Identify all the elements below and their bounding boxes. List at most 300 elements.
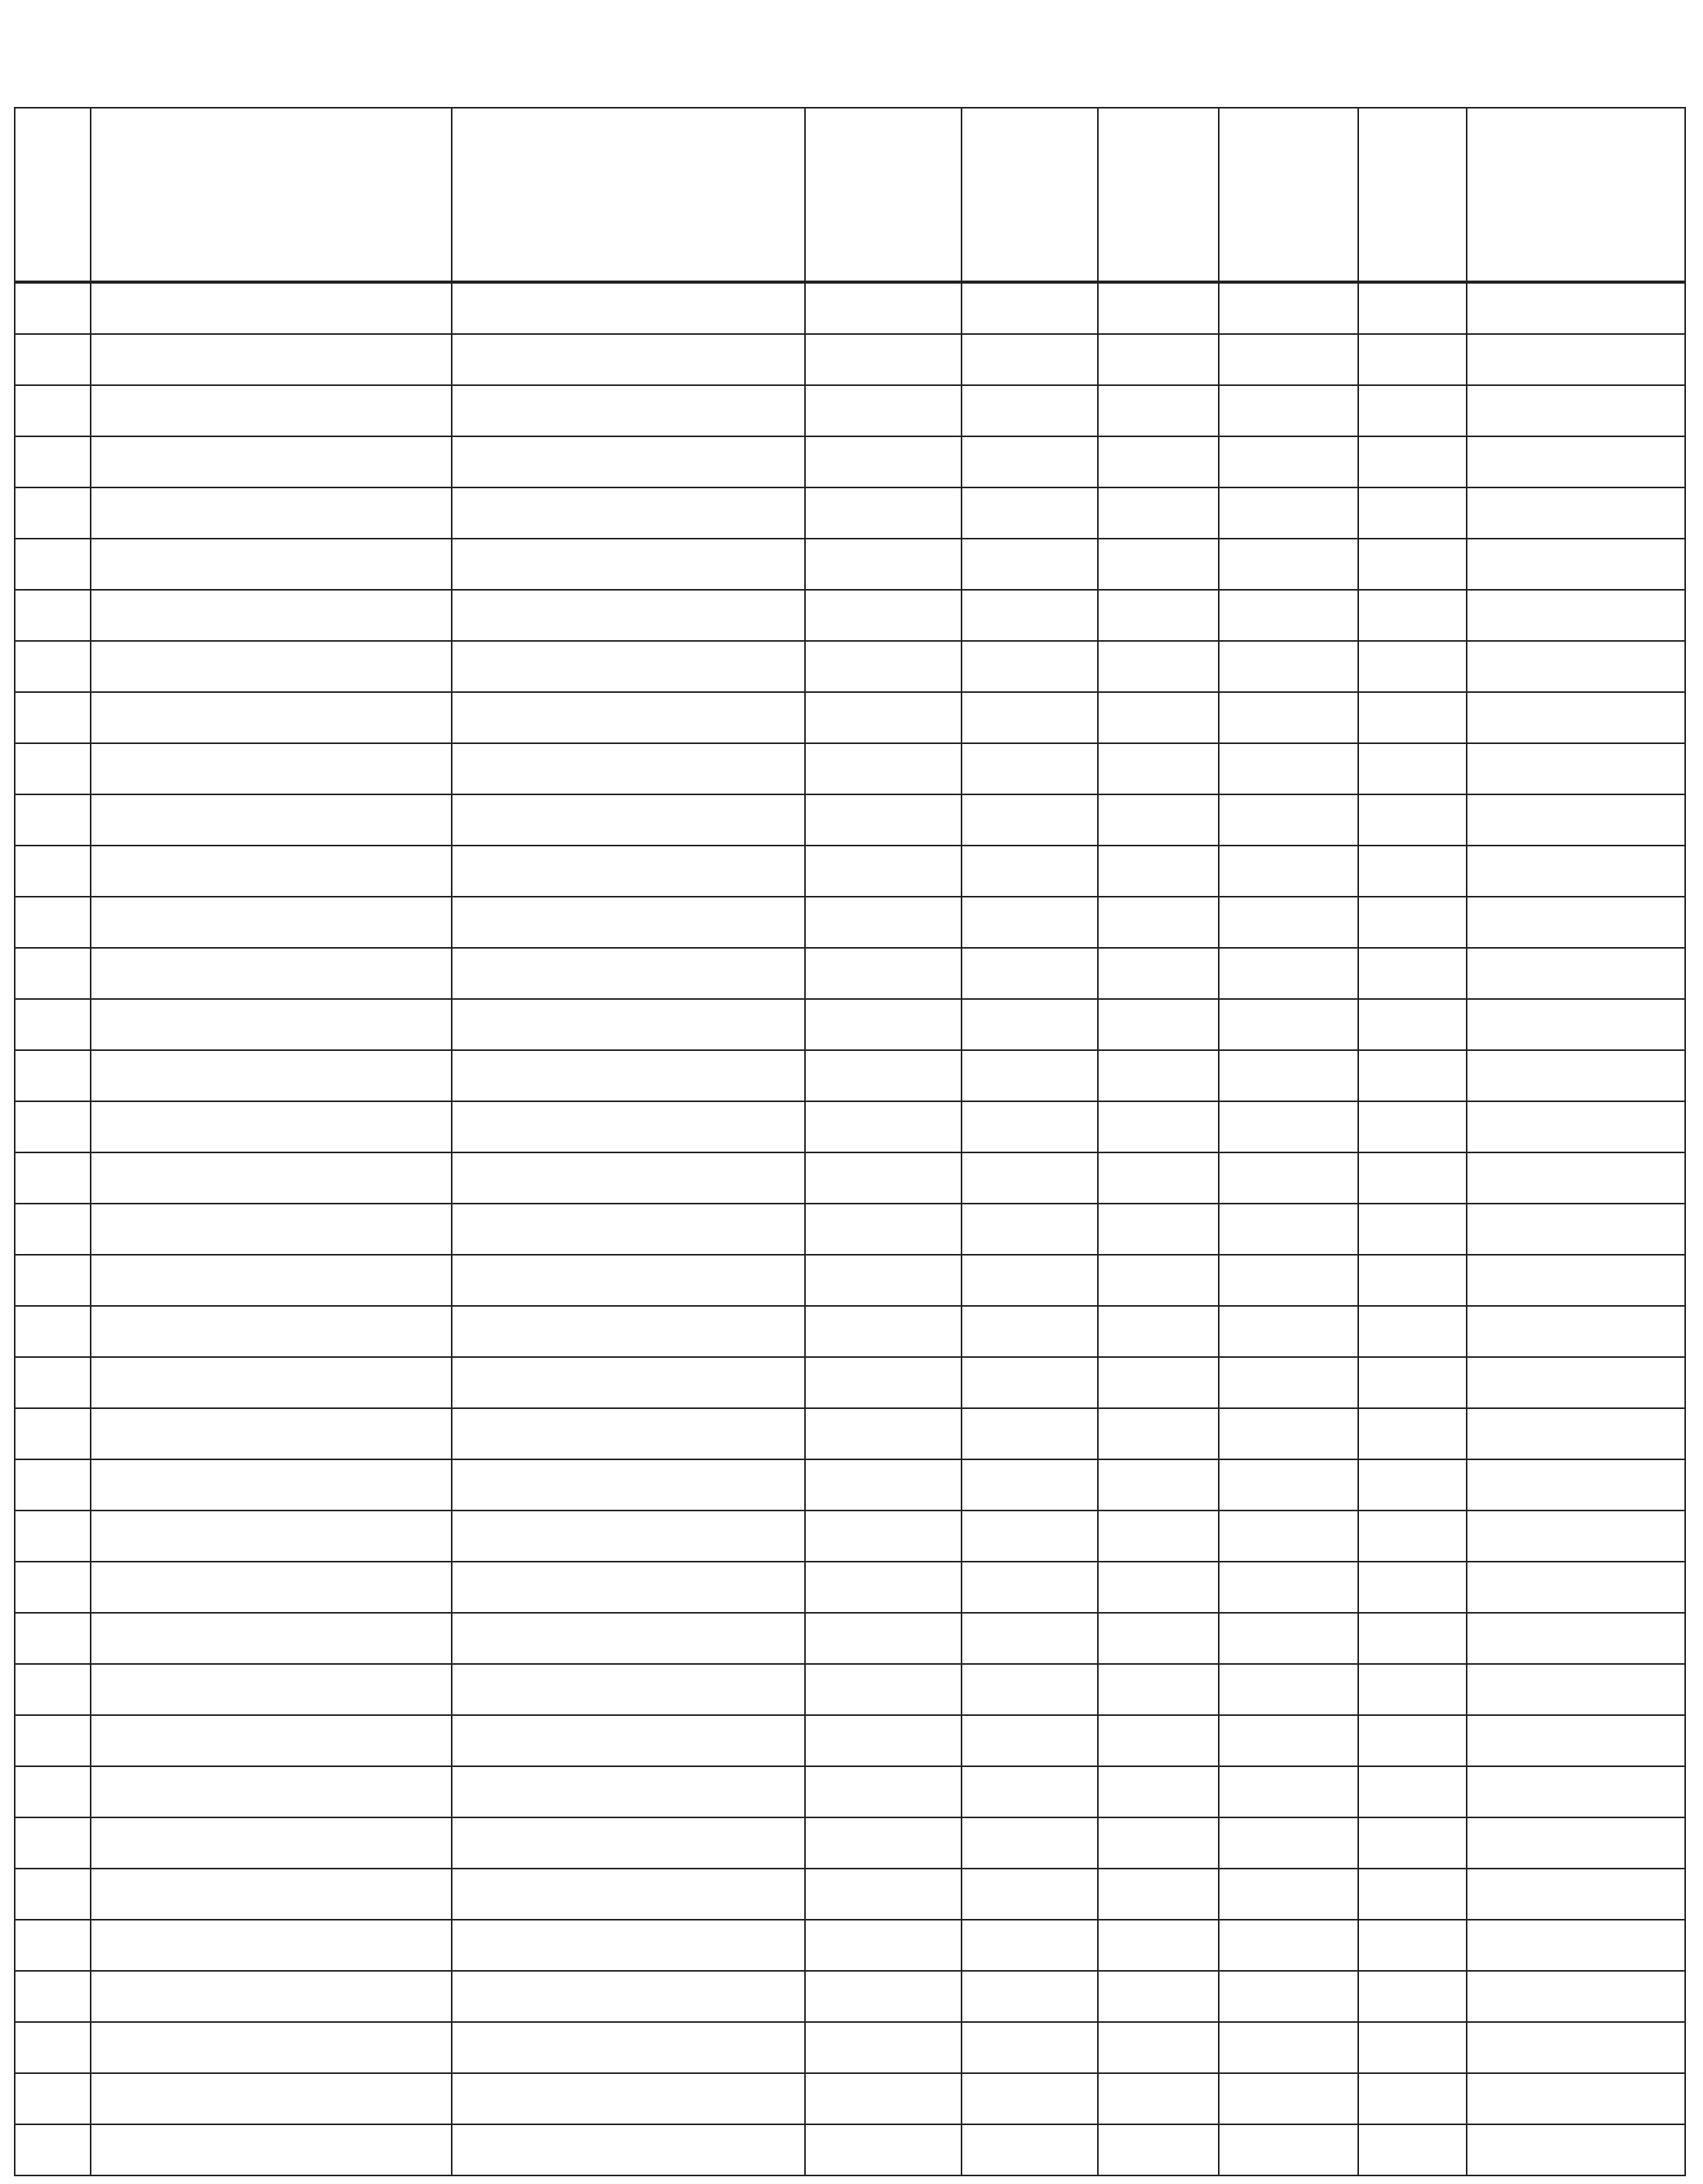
region-heading bbox=[452, 2022, 805, 2073]
table-cell bbox=[91, 846, 452, 897]
table-cell bbox=[962, 999, 1098, 1050]
table-cell bbox=[1098, 1357, 1219, 1408]
region-heading-row bbox=[15, 1306, 1685, 1357]
table-cell bbox=[15, 846, 91, 897]
table-cell bbox=[962, 1511, 1098, 1562]
region-heading-row bbox=[15, 282, 1685, 334]
table-cell bbox=[452, 1869, 805, 1920]
table-cell bbox=[91, 1613, 452, 1664]
table-cell bbox=[1358, 539, 1467, 590]
table-cell bbox=[962, 2073, 1098, 2124]
table-cell bbox=[1219, 1306, 1358, 1357]
region-heading bbox=[452, 1459, 805, 1511]
region-heading bbox=[452, 948, 805, 999]
table-cell bbox=[962, 743, 1098, 794]
table-cell bbox=[15, 539, 91, 590]
table-cell bbox=[962, 436, 1098, 487]
table-cell bbox=[805, 1613, 962, 1664]
table-cell bbox=[452, 1511, 805, 1562]
table-cell bbox=[805, 385, 962, 436]
table-cell bbox=[15, 1050, 91, 1101]
table-cell bbox=[1467, 539, 1685, 590]
table-cell bbox=[452, 1408, 805, 1459]
table-cell bbox=[1219, 2124, 1358, 2175]
table-cell bbox=[1358, 1101, 1467, 1152]
table-cell bbox=[15, 1152, 91, 1204]
table-cell bbox=[1467, 436, 1685, 487]
table-cell bbox=[805, 1562, 962, 1613]
table-cell bbox=[91, 385, 452, 436]
table-cell bbox=[1098, 1715, 1219, 1766]
table-cell bbox=[1358, 897, 1467, 948]
table-cell bbox=[15, 2073, 91, 2124]
table-row bbox=[15, 1204, 1685, 1255]
table-cell bbox=[962, 1766, 1098, 1817]
page-subtitle bbox=[1199, 56, 1633, 96]
table-cell bbox=[15, 1715, 91, 1766]
table-row bbox=[15, 436, 1685, 487]
table-cell bbox=[962, 1204, 1098, 1255]
table-cell bbox=[1098, 1664, 1219, 1715]
table-cell bbox=[1467, 385, 1685, 436]
table-cell bbox=[1467, 1152, 1685, 1204]
table-cell bbox=[1358, 1664, 1467, 1715]
table-cell bbox=[452, 590, 805, 641]
table-cell bbox=[1467, 692, 1685, 743]
table-cell bbox=[91, 282, 452, 334]
table-cell bbox=[15, 1511, 91, 1562]
table-cell bbox=[1219, 282, 1358, 334]
table-header-row bbox=[15, 108, 1685, 282]
table-cell bbox=[15, 1766, 91, 1817]
table-cell bbox=[452, 1050, 805, 1101]
table-cell bbox=[962, 1255, 1098, 1306]
table-cell bbox=[1358, 692, 1467, 743]
table-cell bbox=[962, 1817, 1098, 1869]
table-cell bbox=[1358, 1766, 1467, 1817]
table-cell bbox=[91, 641, 452, 692]
table-cell bbox=[805, 1306, 962, 1357]
table-cell bbox=[1219, 1766, 1358, 1817]
table-cell bbox=[91, 2073, 452, 2124]
table-cell bbox=[1219, 948, 1358, 999]
table-cell bbox=[15, 1664, 91, 1715]
table-cell bbox=[91, 794, 452, 846]
table-cell bbox=[962, 692, 1098, 743]
table-cell bbox=[91, 1408, 452, 1459]
table-cell bbox=[1358, 948, 1467, 999]
table-cell bbox=[91, 1869, 452, 1920]
region-heading bbox=[452, 282, 805, 334]
table-cell bbox=[1098, 436, 1219, 487]
table-cell bbox=[1467, 487, 1685, 539]
table-row bbox=[15, 2124, 1685, 2175]
table-cell bbox=[962, 1408, 1098, 1459]
table-cell bbox=[452, 539, 805, 590]
table-cell bbox=[91, 1152, 452, 1204]
table-cell bbox=[1358, 794, 1467, 846]
table-cell bbox=[805, 1869, 962, 1920]
table-cell bbox=[1098, 1101, 1219, 1152]
table-row bbox=[15, 1664, 1685, 1715]
table-cell bbox=[1098, 846, 1219, 897]
table-row bbox=[15, 1408, 1685, 1459]
table-cell bbox=[805, 2022, 962, 2073]
table-cell bbox=[91, 2022, 452, 2073]
table-cell bbox=[805, 1152, 962, 1204]
table-cell bbox=[1358, 1408, 1467, 1459]
table-cell bbox=[1358, 590, 1467, 641]
table-cell bbox=[1358, 334, 1467, 385]
table-cell bbox=[15, 1920, 91, 1971]
table-cell bbox=[1467, 1459, 1685, 1511]
table-cell bbox=[1467, 1101, 1685, 1152]
table-cell bbox=[962, 1715, 1098, 1766]
table-cell bbox=[15, 2022, 91, 2073]
table-cell bbox=[1098, 2124, 1219, 2175]
table-cell bbox=[91, 334, 452, 385]
table-cell bbox=[91, 1306, 452, 1357]
table-cell bbox=[452, 334, 805, 385]
table-cell bbox=[1219, 1971, 1358, 2022]
table-cell bbox=[1358, 1920, 1467, 1971]
table-cell bbox=[15, 948, 91, 999]
table-row bbox=[15, 539, 1685, 590]
table-cell bbox=[1098, 897, 1219, 948]
table-cell bbox=[15, 1459, 91, 1511]
table-cell bbox=[1098, 743, 1219, 794]
table-cell bbox=[91, 692, 452, 743]
table-cell bbox=[1358, 641, 1467, 692]
table-cell bbox=[1219, 1613, 1358, 1664]
table-cell bbox=[805, 1511, 962, 1562]
table-cell bbox=[452, 2124, 805, 2175]
table-cell bbox=[91, 897, 452, 948]
table-cell bbox=[91, 1766, 452, 1817]
table-cell bbox=[962, 948, 1098, 999]
table-cell bbox=[1219, 1050, 1358, 1101]
table-cell bbox=[452, 641, 805, 692]
table-cell bbox=[1219, 1459, 1358, 1511]
column-header bbox=[91, 108, 452, 282]
table-cell bbox=[1358, 743, 1467, 794]
table-row bbox=[15, 1715, 1685, 1766]
table-cell bbox=[1219, 2073, 1358, 2124]
table-cell bbox=[1358, 2022, 1467, 2073]
table-cell bbox=[1098, 590, 1219, 641]
table-cell bbox=[1098, 1459, 1219, 1511]
table-cell bbox=[1467, 2022, 1685, 2073]
table-cell bbox=[1358, 846, 1467, 897]
table-cell bbox=[1358, 1204, 1467, 1255]
table-cell bbox=[962, 1357, 1098, 1408]
table-cell bbox=[962, 794, 1098, 846]
table-cell bbox=[1467, 948, 1685, 999]
table-cell bbox=[805, 641, 962, 692]
column-header bbox=[1358, 108, 1467, 282]
column-header bbox=[805, 108, 962, 282]
table-cell bbox=[1467, 1766, 1685, 1817]
table-cell bbox=[452, 1204, 805, 1255]
table-cell bbox=[91, 539, 452, 590]
table-cell bbox=[805, 999, 962, 1050]
table-cell bbox=[1098, 1920, 1219, 1971]
table-row bbox=[15, 1511, 1685, 1562]
table-cell bbox=[1467, 1357, 1685, 1408]
table-cell bbox=[1098, 1766, 1219, 1817]
table-cell bbox=[1358, 1357, 1467, 1408]
table-row bbox=[15, 1817, 1685, 1869]
region-heading-row bbox=[15, 1459, 1685, 1511]
table-cell bbox=[15, 385, 91, 436]
table-cell bbox=[1219, 1562, 1358, 1613]
table-cell bbox=[91, 1511, 452, 1562]
table-cell bbox=[452, 1562, 805, 1613]
table-cell bbox=[1098, 1408, 1219, 1459]
table-cell bbox=[452, 385, 805, 436]
table-cell bbox=[452, 1613, 805, 1664]
table-row bbox=[15, 2073, 1685, 2124]
table-cell bbox=[1219, 743, 1358, 794]
table-cell bbox=[805, 1204, 962, 1255]
table-cell bbox=[1358, 385, 1467, 436]
table-cell bbox=[1467, 897, 1685, 948]
table-cell bbox=[91, 1562, 452, 1613]
table-cell bbox=[1467, 641, 1685, 692]
table-cell bbox=[805, 1101, 962, 1152]
table-cell bbox=[15, 1408, 91, 1459]
table-cell bbox=[1219, 385, 1358, 436]
table-cell bbox=[1219, 846, 1358, 897]
table-cell bbox=[15, 794, 91, 846]
table-cell bbox=[452, 1152, 805, 1204]
column-header bbox=[1098, 108, 1219, 282]
table-cell bbox=[15, 692, 91, 743]
subtitle-text bbox=[1199, 56, 1633, 96]
table-cell bbox=[1467, 1408, 1685, 1459]
table-row bbox=[15, 1357, 1685, 1408]
table-cell bbox=[452, 1255, 805, 1306]
table-cell bbox=[452, 1766, 805, 1817]
table-cell bbox=[1467, 1306, 1685, 1357]
table-cell bbox=[962, 1459, 1098, 1511]
table-cell bbox=[91, 1817, 452, 1869]
table-cell bbox=[805, 2124, 962, 2175]
table-cell bbox=[452, 436, 805, 487]
table-cell bbox=[805, 1050, 962, 1101]
table-cell bbox=[962, 385, 1098, 436]
table-cell bbox=[805, 334, 962, 385]
table-cell bbox=[1219, 692, 1358, 743]
table-cell bbox=[1358, 436, 1467, 487]
table-cell bbox=[1467, 1715, 1685, 1766]
table-cell bbox=[15, 1306, 91, 1357]
table-cell bbox=[15, 1101, 91, 1152]
table-cell bbox=[1358, 1869, 1467, 1920]
table-cell bbox=[452, 1715, 805, 1766]
table-cell bbox=[962, 2022, 1098, 2073]
table-cell bbox=[15, 334, 91, 385]
table-cell bbox=[1358, 1817, 1467, 1869]
table-cell bbox=[1098, 1971, 1219, 2022]
table-cell bbox=[1358, 1459, 1467, 1511]
table-cell bbox=[91, 1971, 452, 2022]
table-cell bbox=[91, 1715, 452, 1766]
table-cell bbox=[805, 1766, 962, 1817]
table-row bbox=[15, 743, 1685, 794]
table-cell bbox=[805, 539, 962, 590]
table-cell bbox=[1467, 846, 1685, 897]
table-cell bbox=[805, 1357, 962, 1408]
table-cell bbox=[15, 1817, 91, 1869]
table-cell bbox=[1219, 1357, 1358, 1408]
table-cell bbox=[1467, 282, 1685, 334]
table-cell bbox=[91, 1255, 452, 1306]
table-cell bbox=[452, 1357, 805, 1408]
table-cell bbox=[1467, 2073, 1685, 2124]
table-cell bbox=[1219, 334, 1358, 385]
table-row bbox=[15, 846, 1685, 897]
table-cell bbox=[15, 897, 91, 948]
table-cell bbox=[805, 1664, 962, 1715]
table-cell bbox=[1098, 1050, 1219, 1101]
table-cell bbox=[962, 1664, 1098, 1715]
table-cell bbox=[805, 1459, 962, 1511]
table-cell bbox=[962, 1971, 1098, 2022]
table-cell bbox=[91, 590, 452, 641]
table-cell bbox=[962, 2124, 1098, 2175]
table-cell bbox=[1358, 1715, 1467, 1766]
table-cell bbox=[1098, 999, 1219, 1050]
table-cell bbox=[1467, 794, 1685, 846]
table-cell bbox=[805, 743, 962, 794]
table-cell bbox=[91, 1920, 452, 1971]
table-cell bbox=[1219, 897, 1358, 948]
table-cell bbox=[805, 282, 962, 334]
table-cell bbox=[962, 282, 1098, 334]
table-row bbox=[15, 1613, 1685, 1664]
table-cell bbox=[1219, 2022, 1358, 2073]
table-cell bbox=[1358, 1306, 1467, 1357]
table-cell bbox=[962, 846, 1098, 897]
table-row bbox=[15, 794, 1685, 846]
table-cell bbox=[805, 692, 962, 743]
table-cell bbox=[805, 1817, 962, 1869]
table-row bbox=[15, 897, 1685, 948]
table-cell bbox=[805, 1715, 962, 1766]
table-cell bbox=[1219, 1255, 1358, 1306]
table-cell bbox=[1219, 539, 1358, 590]
table-cell bbox=[91, 1459, 452, 1511]
table-row bbox=[15, 999, 1685, 1050]
table-cell bbox=[805, 1920, 962, 1971]
table-cell bbox=[805, 1255, 962, 1306]
table-cell bbox=[962, 1306, 1098, 1357]
column-header bbox=[962, 108, 1098, 282]
table-row bbox=[15, 641, 1685, 692]
table-cell bbox=[1219, 590, 1358, 641]
table-cell bbox=[1467, 1511, 1685, 1562]
table-row bbox=[15, 334, 1685, 385]
table-cell bbox=[91, 948, 452, 999]
table-cell bbox=[1358, 2124, 1467, 2175]
table-cell bbox=[1219, 641, 1358, 692]
table-cell bbox=[1098, 794, 1219, 846]
table-cell bbox=[15, 641, 91, 692]
table-cell bbox=[15, 1613, 91, 1664]
table-cell bbox=[452, 999, 805, 1050]
table-cell bbox=[1098, 1204, 1219, 1255]
table-cell bbox=[1219, 1715, 1358, 1766]
table-row bbox=[15, 487, 1685, 539]
table-cell bbox=[1219, 1869, 1358, 1920]
region-heading-row bbox=[15, 2022, 1685, 2073]
table-cell bbox=[805, 1408, 962, 1459]
table-cell bbox=[1219, 999, 1358, 1050]
table-cell bbox=[15, 999, 91, 1050]
table-cell bbox=[1098, 1306, 1219, 1357]
table-cell bbox=[15, 1562, 91, 1613]
region-heading-row bbox=[15, 948, 1685, 999]
table-cell bbox=[1467, 1664, 1685, 1715]
table-cell bbox=[452, 2073, 805, 2124]
table-cell bbox=[1219, 1920, 1358, 1971]
table-cell bbox=[15, 282, 91, 334]
table-cell bbox=[962, 1152, 1098, 1204]
table-cell bbox=[1098, 1152, 1219, 1204]
table-row bbox=[15, 1101, 1685, 1152]
table-cell bbox=[805, 487, 962, 539]
table-cell bbox=[1098, 1511, 1219, 1562]
table-cell bbox=[1467, 334, 1685, 385]
table-cell bbox=[1098, 1562, 1219, 1613]
table-cell bbox=[1098, 1869, 1219, 1920]
table-cell bbox=[1098, 692, 1219, 743]
table-cell bbox=[1219, 1664, 1358, 1715]
column-header bbox=[452, 108, 805, 282]
table-cell bbox=[1358, 1511, 1467, 1562]
table-cell bbox=[1098, 1817, 1219, 1869]
table-cell bbox=[1219, 1408, 1358, 1459]
table-row bbox=[15, 1152, 1685, 1204]
water-level-table bbox=[14, 107, 1686, 2176]
table-row bbox=[15, 1766, 1685, 1817]
table-cell bbox=[1219, 1204, 1358, 1255]
table-cell bbox=[15, 1971, 91, 2022]
table-cell bbox=[1219, 1511, 1358, 1562]
table-cell bbox=[1098, 385, 1219, 436]
table-cell bbox=[15, 1255, 91, 1306]
table-cell bbox=[1467, 1971, 1685, 2022]
table-cell bbox=[452, 692, 805, 743]
table-cell bbox=[452, 487, 805, 539]
table-cell bbox=[452, 794, 805, 846]
table-cell bbox=[91, 487, 452, 539]
table-cell bbox=[1467, 1817, 1685, 1869]
table-cell bbox=[1358, 999, 1467, 1050]
table-row bbox=[15, 1920, 1685, 1971]
table-row bbox=[15, 1255, 1685, 1306]
table-cell bbox=[91, 2124, 452, 2175]
table-cell bbox=[452, 846, 805, 897]
table-body bbox=[15, 282, 1685, 2175]
table-cell bbox=[1467, 1869, 1685, 1920]
table-cell bbox=[962, 334, 1098, 385]
table-row bbox=[15, 1869, 1685, 1920]
table-cell bbox=[1467, 1050, 1685, 1101]
table-cell bbox=[805, 590, 962, 641]
table-cell bbox=[1098, 948, 1219, 999]
